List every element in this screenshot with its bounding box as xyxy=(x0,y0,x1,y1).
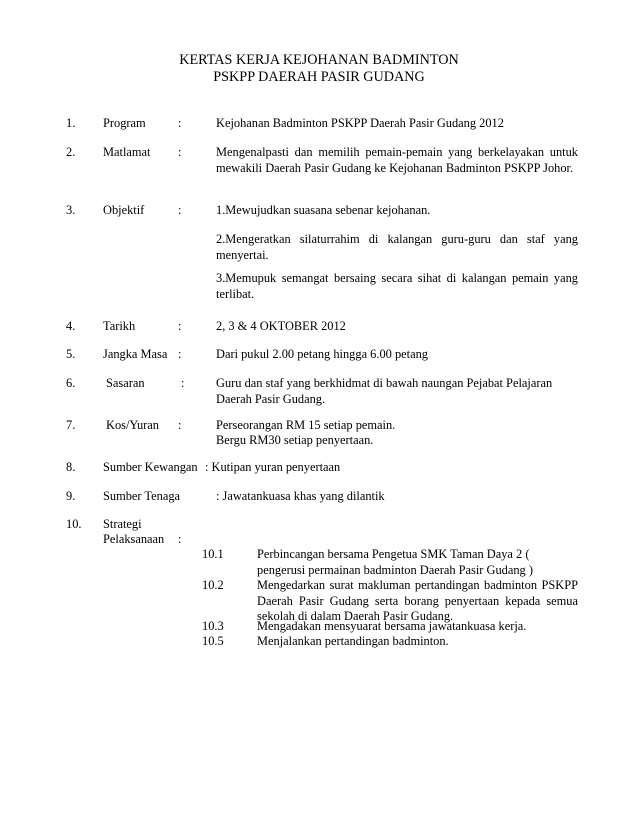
step-text: Menjalankan pertandingan badminton. xyxy=(257,634,449,648)
item-number: 8. xyxy=(66,460,76,474)
step-number: 10.3 xyxy=(202,619,224,633)
item-label: Tarikh xyxy=(103,319,136,333)
item-number: 5. xyxy=(66,347,76,361)
item-number: 9. xyxy=(66,489,76,503)
step-number: 10.5 xyxy=(202,634,224,648)
step-number: 10.2 xyxy=(202,578,224,592)
item-label: Jangka Masa xyxy=(103,347,168,361)
item-label: Sumber Tenaga xyxy=(103,489,181,503)
item-label: Objektif xyxy=(103,203,145,217)
step-text: Mengedarkan surat makluman pertandingan badminton PSKPP Daerah Pasir Gudang serta borang penyertaan kepada semua sekolah di dalam Daerah Pasir Gudang. xyxy=(257,578,578,623)
item-colon: : xyxy=(178,532,182,546)
step-number: 10.1 xyxy=(202,547,224,561)
item-value: Guru dan staf yang berkhidmat di bawah naungan Pejabat Pelajaran Daerah Pasir Gudang. xyxy=(216,376,553,406)
objective-3: 3.Memupuk semangat bersaing secara sihat di kalangan pemain yang terlibat. xyxy=(216,271,578,301)
item-label: Sumber Kewangan xyxy=(103,460,198,474)
item-number: 7. xyxy=(66,418,76,432)
item-value: 2, 3 & 4 OKTOBER 2012 xyxy=(216,319,346,333)
item-label: Kos/Yuran xyxy=(106,418,159,432)
item-value: Mengenalpasti dan memilih pemain-pemain yang berkelayakan untuk mewakili Daerah Pasir Gudang ke Kejohanan Badminton PSKPP Johor. xyxy=(216,145,578,175)
item-label: Program xyxy=(103,116,146,130)
item-label: Sasaran xyxy=(106,376,145,390)
document-title-line2: PSKPP DAERAH PASIR GUDANG xyxy=(213,69,425,85)
item-label-line1: Strategi xyxy=(103,517,142,531)
objective-1: 1.Mewujudkan suasana sebenar kejohanan. xyxy=(216,203,431,217)
item-number: 1. xyxy=(66,116,76,130)
step-text: Perbincangan bersama Pengetua SMK Taman Daya 2 ( pengerusi permainan badminton Daerah Pasir Gudang ) xyxy=(257,547,533,577)
item-number: 6. xyxy=(66,376,76,390)
step-text: Mengadakan mensyuarat bersama jawatankuasa kerja. xyxy=(257,619,527,633)
item-value: : Kutipan yuran penyertaan xyxy=(205,460,341,474)
item-value: Kejohanan Badminton PSKPP Daerah Pasir Gudang 2012 xyxy=(216,116,504,130)
item-value: : Jawatankuasa khas yang dilantik xyxy=(216,489,385,503)
item-number: 2. xyxy=(66,145,76,159)
item-number: 3. xyxy=(66,203,76,217)
item-value: Dari pukul 2.00 petang hingga 6.00 petang xyxy=(216,347,428,361)
item-number: 4. xyxy=(66,319,76,333)
item-colon: : xyxy=(178,418,182,432)
item-label: Matlamat xyxy=(103,145,151,159)
item-value-line2: Bergu RM30 setiap penyertaan. xyxy=(216,433,374,447)
item-colon: : xyxy=(178,347,182,361)
item-colon: : xyxy=(178,145,182,159)
item-number: 10. xyxy=(66,517,82,531)
item-colon: : xyxy=(178,116,182,130)
item-colon: : xyxy=(178,319,182,333)
document-title-line1: KERTAS KERJA KEJOHANAN BADMINTON xyxy=(179,52,459,68)
objective-2: 2.Mengeratkan silaturrahim di kalangan guru-guru dan staf yang menyertai. xyxy=(216,232,578,262)
item-colon: : xyxy=(181,376,185,390)
item-colon: : xyxy=(178,203,182,217)
item-label-line2: Pelaksanaan xyxy=(103,532,165,546)
item-value-line1: Perseorangan RM 15 setiap pemain. xyxy=(216,418,396,432)
